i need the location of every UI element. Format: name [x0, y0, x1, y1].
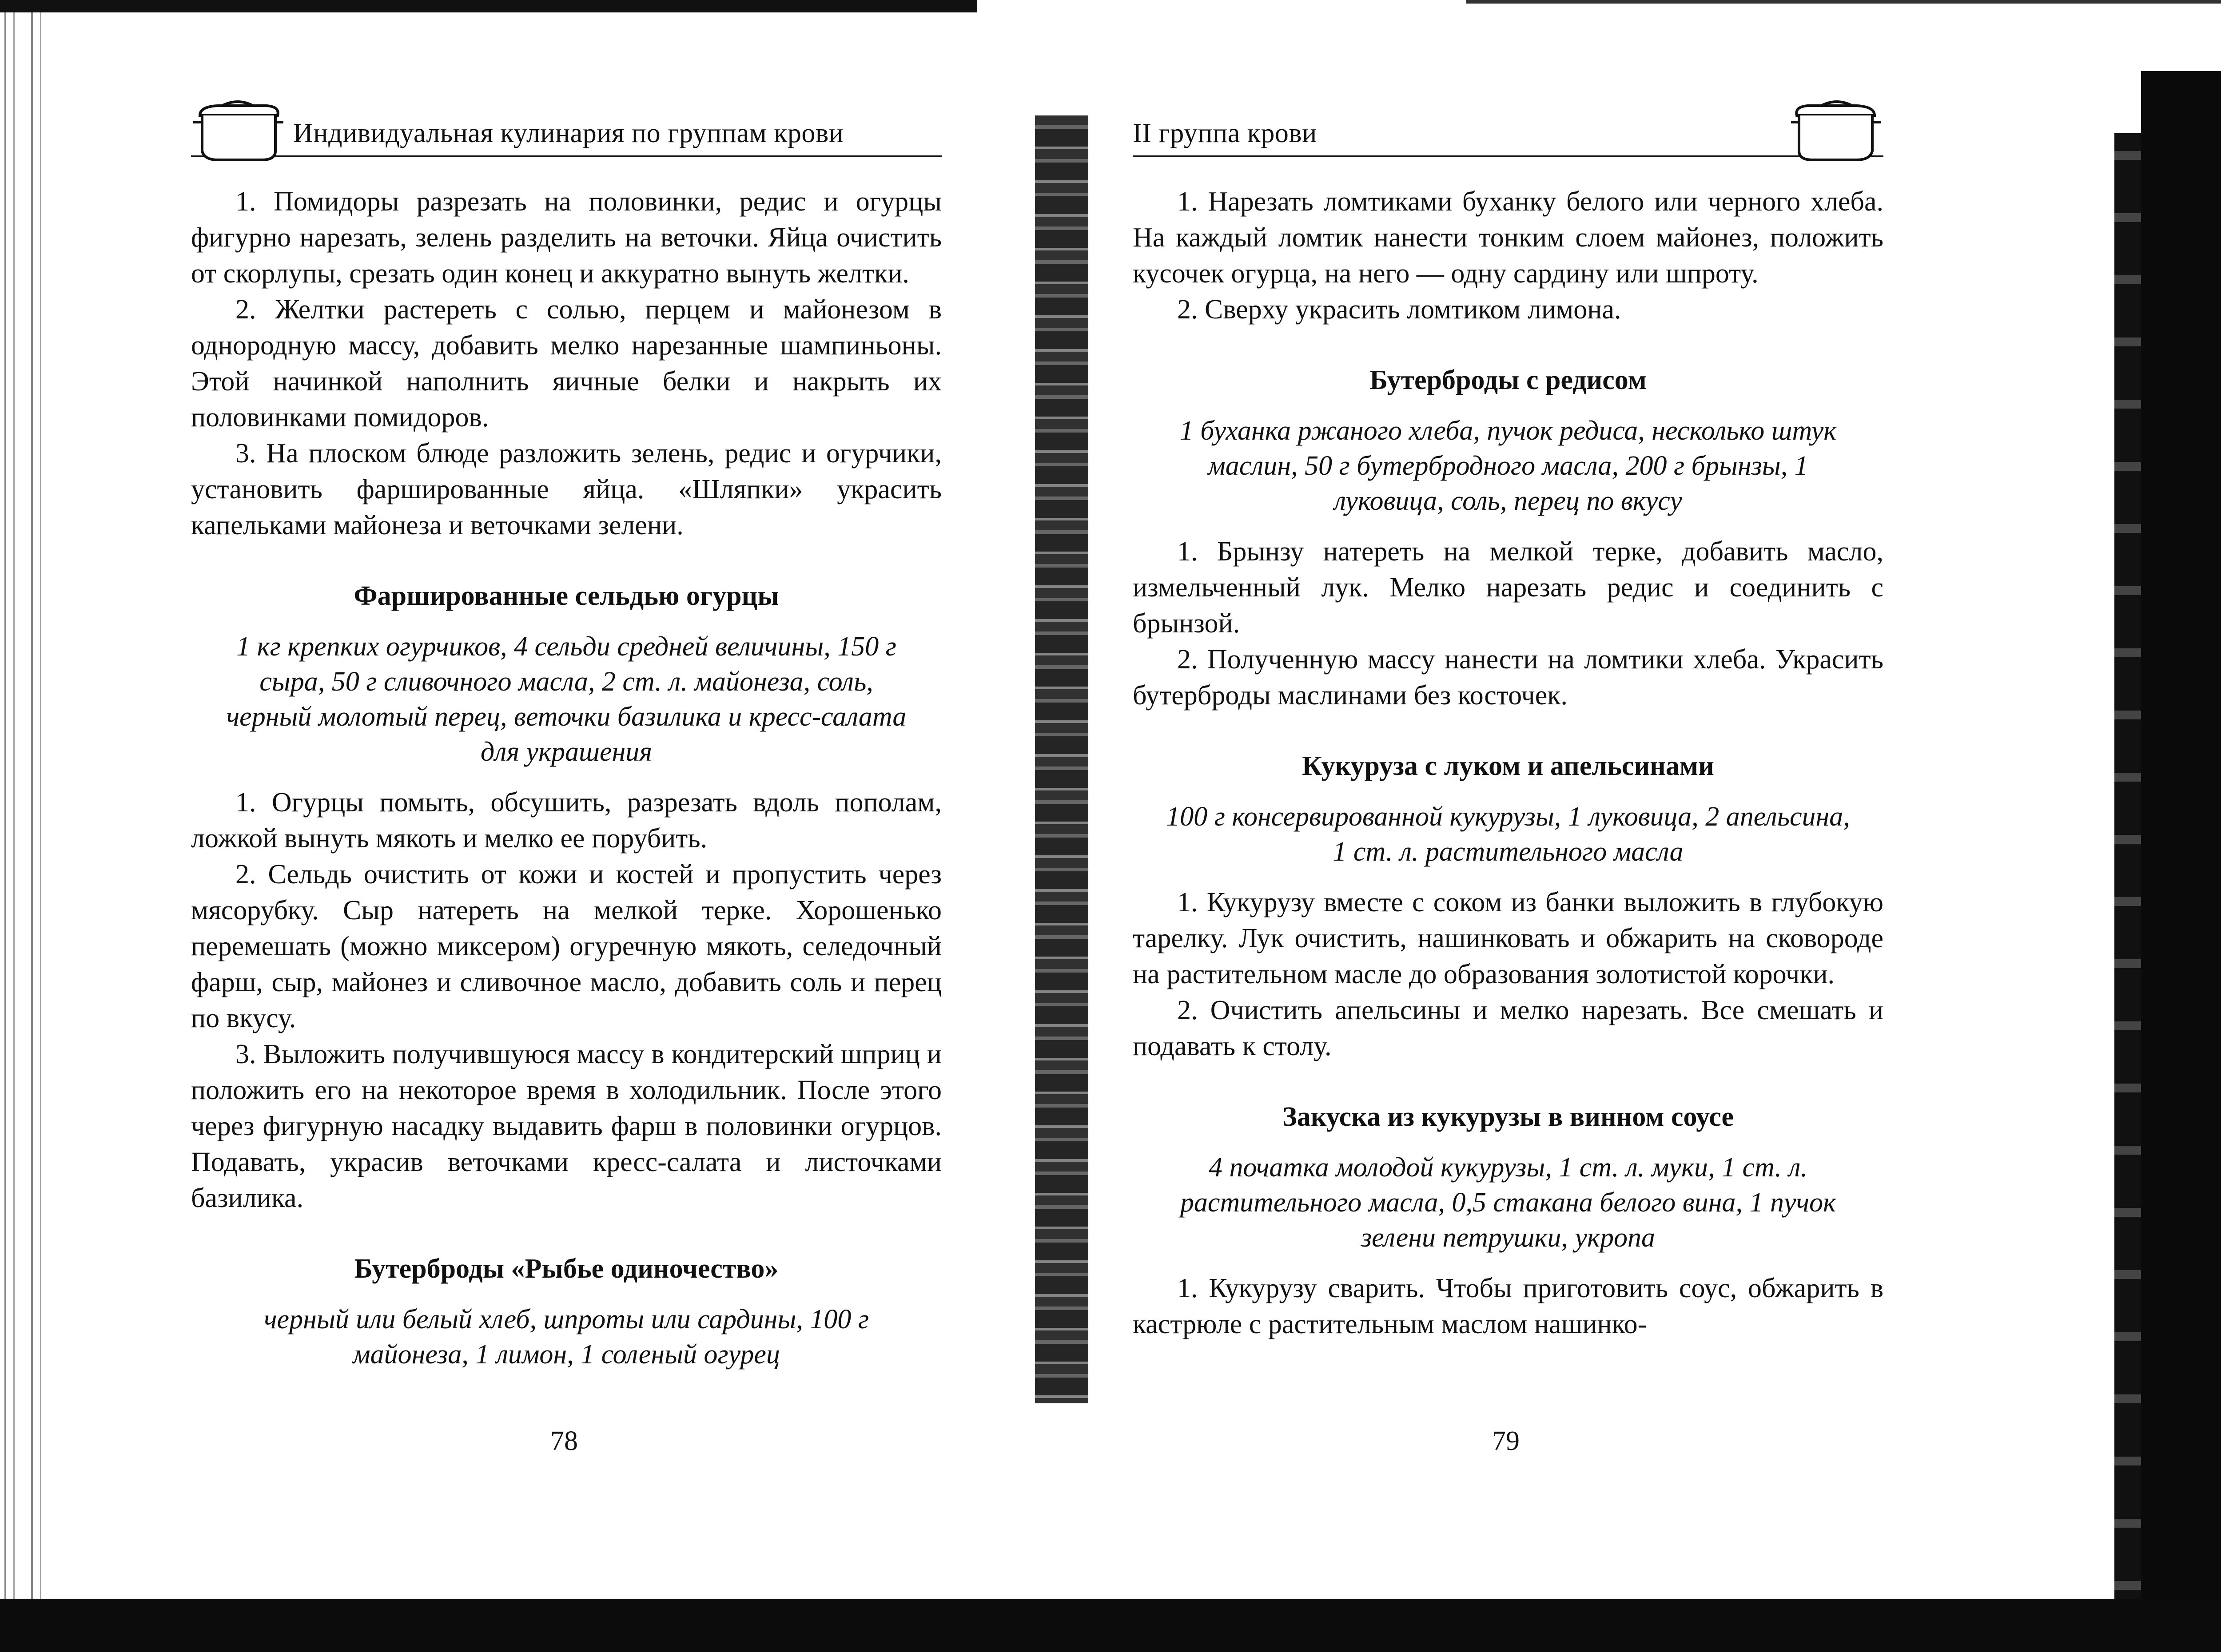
page-number: 78	[550, 1426, 578, 1456]
right-page-header	[1133, 89, 1883, 157]
scan-right-edge-shadow	[2141, 71, 2221, 1652]
page-number: 79	[1492, 1426, 1520, 1456]
recipe-title: Закуска из кукурузы в винном соусе	[1282, 1102, 1734, 1132]
instruction-paragraph: 2. Полученную массу нанести на ломтики хлеба. Украсить бутерброды маслинами без косточек.	[1133, 644, 1883, 711]
instruction-paragraph: 1. Нарезать ломтиками буханку белого или черного хлеба. На каждый ломтик нанести тонким слоем майонез, положить кусочек огурца, на него — одну сардину или шпроту.	[1133, 187, 1883, 289]
ingredients-list: 100 г консервированной кукурузы, 1 луковица, 2 апельсина, 1 ст. л. растительного масла	[1166, 802, 1850, 867]
instruction-paragraph: 1. Брынзу натереть на мелкой терке, добавить масло, измельченный лук. Мелко нарезать редис и соединить с брынзой.	[1133, 536, 1883, 639]
ingredients-list: 1 буханка ржаного хлеба, пучок редиса, несколько штук маслин, 50 г бутербродного масла, 200 г брынзы, 1 луковица, соль, перец по вкусу	[1179, 416, 1837, 516]
right-page	[1133, 89, 1883, 1342]
scan-top-border-right	[1466, 0, 2221, 4]
running-head: Индивидуальная кулинария по группам крови	[293, 118, 844, 148]
instruction-paragraph: 1. Огурцы помыть, обсушить, разрезать вдоль пополам, ложкой вынуть мякоть и мелко ее порубить.	[191, 787, 942, 854]
left-page-body	[191, 184, 942, 1372]
book-spine-shadow	[1035, 115, 1088, 1403]
ingredients-list: черный или белый хлеб, шпроты или сардины, 100 г майонеза, 1 лимон, 1 соленый огурец	[263, 1304, 869, 1370]
instruction-paragraph: 3. На плоском блюде разложить зелень, редис и огурчики, установить фаршированные яйца. «Шляпки» украсить капельками майонеза и веточками зелени.	[191, 438, 942, 540]
left-page	[191, 89, 942, 1387]
cooking-pot-icon	[1790, 98, 1883, 164]
recipe-title: Фаршированные сельдью огурцы	[354, 581, 779, 611]
scan-top-border	[0, 0, 977, 12]
right-page-body	[1133, 184, 1883, 1342]
recipe-title: Бутерброды «Рыбье одиночество»	[354, 1254, 779, 1284]
recipe-title: Бутерброды с редисом	[1369, 365, 1647, 395]
instruction-paragraph: 2. Очистить апельсины и мелко нарезать. Все смешать и подавать к столу.	[1133, 995, 1883, 1061]
running-head: II группа крови	[1133, 118, 1317, 148]
ingredients-list: 1 кг крепких огурчиков, 4 сельди средней величины, 150 г сыра, 50 г сливочного масла, 2 ст. л. майонеза, соль, черный молотый перец, веточки базилика и кресс-салата для украшения	[226, 631, 907, 767]
scan-bottom-border	[0, 1599, 2221, 1652]
instruction-paragraph: 1. Кукурузу сварить. Чтобы приготовить соус, обжарить в кастрюле с растительным маслом нашинко-	[1133, 1273, 1883, 1339]
instruction-paragraph: 2. Желтки растереть с солью, перцем и майонезом в однородную массу, добавить мелко нарезанные шампиньоны. Этой начинкой наполнить яичные белки и накрыть их половинками помидоров.	[191, 294, 942, 433]
instruction-paragraph: 1. Кукурузу вместе с соком из банки выложить в глубокую тарелку. Лук очистить, нашинковать и обжарить на сковороде на растительном масле до образования золотистой корочки.	[1133, 887, 1883, 989]
instruction-paragraph: 2. Сверху украсить ломтиком лимона.	[1177, 294, 1621, 325]
ingredients-list: 4 початка молодой кукурузы, 1 ст. л. муки, 1 ст. л. растительного масла, 0,5 стакана белого вина, 1 пучок зелени петрушки, укропа	[1180, 1152, 1836, 1253]
instruction-paragraph: 3. Выложить получившуюся массу в кондитерский шприц и положить его на некоторое время в холодильник. После этого через фигурную насадку выдавить фарш в половинки огурцов. Подавать, украсив веточками кресс-салата и листочками базилика.	[191, 1039, 942, 1213]
instruction-paragraph: 1. Помидоры разрезать на половинки, редис и огурцы фигурно нарезать, зелень разделить на веточки. Яйца очистить от скорлупы, срезать один конец и аккуратно вынуть желтки.	[191, 187, 942, 289]
recipe-title: Кукуруза с луком и апельсинами	[1302, 751, 1714, 781]
instruction-paragraph: 2. Сельдь очистить от кожи и костей и пропустить через мясорубку. Сыр натереть на мелкой терке. Хорошенько перемешать (можно миксером) огуречную мякоть, селедочный фарш, сыр, майонез и сливочное масло, добавить соль и перец по вкусу.	[191, 859, 942, 1033]
cooking-pot-icon	[191, 98, 284, 164]
scan-left-edge	[0, 0, 53, 1652]
left-page-header	[191, 89, 942, 157]
